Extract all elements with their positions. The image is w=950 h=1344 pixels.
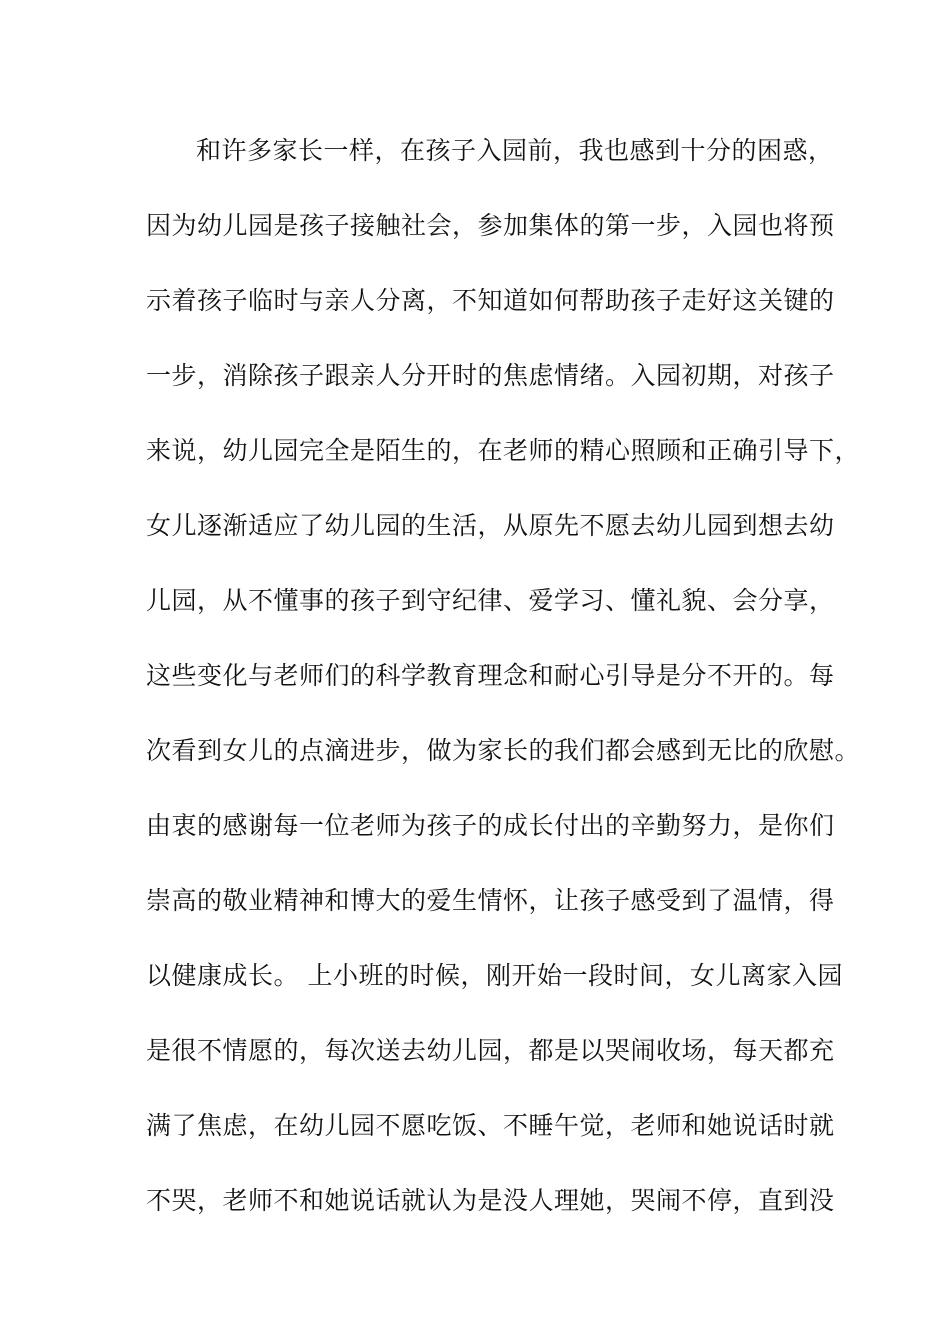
text-line: 一步，消除孩子跟亲人分开时的焦虑情绪。入园初期，对孩子 — [146, 361, 835, 390]
text-line: 女儿逐渐适应了幼儿园的生活，从原先不愿去幼儿园到想去幼 — [146, 511, 835, 540]
text-line: 次看到女儿的点滴进步，做为家长的我们都会感到无比的欣慰。 — [146, 736, 861, 765]
text-line: 是很不情愿的，每次送去幼儿园，都是以哭闹收场，每天都充 — [146, 1036, 835, 1065]
text-line: 来说，幼儿园完全是陌生的，在老师的精心照顾和正确引导下， — [146, 436, 861, 465]
text-line: 因为幼儿园是孩子接触社会，参加集体的第一步，入园也将预 — [146, 211, 835, 240]
text-line: 儿园，从不懂事的孩子到守纪律、爱学习、懂礼貌、会分享， — [146, 586, 835, 615]
body-paragraph — [146, 133, 861, 1258]
text-line: 和许多家长一样，在孩子入园前，我也感到十分的困惑， — [196, 136, 834, 165]
text-line: 崇高的敬业精神和博大的爱生情怀，让孩子感受到了温情，得 — [146, 886, 835, 915]
text-line: 不哭，老师不和她说话就认为是没人理她，哭闹不停，直到没 — [146, 1186, 835, 1215]
text-line: 由衷的感谢每一位老师为孩子的成长付出的辛勤努力，是你们 — [146, 811, 835, 840]
text-line: 示着孩子临时与亲人分离，不知道如何帮助孩子走好这关键的 — [146, 286, 835, 315]
text-line: 满了焦虑，在幼儿园不愿吃饭、不睡午觉，老师和她说话时就 — [146, 1111, 835, 1140]
text-line: 以健康成长。 上小班的时候，刚开始一段时间，女儿离家入园 — [146, 961, 843, 990]
text-line: 这些变化与老师们的科学教育理念和耐心引导是分不开的。每 — [146, 661, 835, 690]
